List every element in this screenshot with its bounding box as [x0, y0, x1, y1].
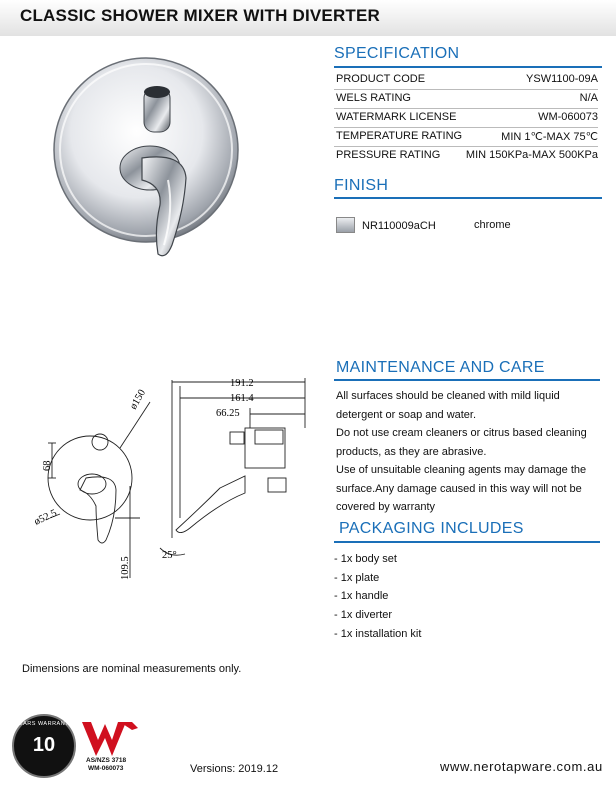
packaging-item: - 1x diverter — [334, 609, 393, 621]
warranty-badge — [12, 714, 76, 778]
version-label: Versions: 2019.12 — [190, 763, 279, 775]
spec-value: MIN 1℃-MAX 75℃ — [501, 131, 598, 143]
shower-mixer-illustration — [34, 40, 250, 270]
watermark-license: WM-060073 — [88, 765, 124, 772]
dim-161-4: 161.4 — [230, 393, 254, 404]
spec-label: WELS RATING — [336, 92, 411, 104]
dim-angle-25: 25° — [162, 550, 177, 561]
dimension-drawing — [20, 368, 320, 598]
packaging-item: - 1x plate — [334, 572, 380, 584]
page-title: CLASSIC SHOWER MIXER WITH DIVERTER — [20, 6, 381, 25]
finish-heading: FINISH — [334, 177, 389, 194]
spec-row-wels-rating — [334, 89, 598, 108]
maintenance-line: covered by warranty — [336, 501, 436, 513]
warranty-label: YEARS WARRANTY — [14, 721, 74, 727]
maintenance-line: All surfaces should be cleaned with mild liquid — [336, 390, 560, 402]
spec-row-watermark-license — [334, 108, 598, 127]
maintenance-line: Do not use cream cleaners or citrus based cleaning — [336, 427, 587, 439]
finish-code: NR110009aCH — [362, 220, 436, 232]
product-image — [34, 40, 250, 270]
technical-drawing — [20, 368, 320, 598]
watermark-logo — [80, 718, 144, 774]
finish-swatch — [336, 217, 355, 233]
packaging-heading: PACKAGING INCLUDES — [339, 520, 524, 537]
spec-label: PRESSURE RATING — [336, 149, 441, 161]
finish-name: chrome — [474, 219, 511, 231]
spec-value: MIN 150KPa-MAX 500KPa — [465, 149, 598, 161]
spec-label: WATERMARK LICENSE — [336, 111, 457, 123]
warranty-years: 10 — [32, 734, 56, 756]
maintenance-text — [336, 387, 596, 517]
spec-row-pressure-rating — [334, 146, 598, 165]
website-link[interactable]: www.nerotapware.com.au — [440, 759, 603, 774]
watermark-standard: AS/NZS 3718 — [86, 757, 127, 764]
maintenance-line: detergent or soap and water. — [336, 408, 477, 421]
packaging-rule — [334, 541, 600, 543]
maintenance-heading: MAINTENANCE AND CARE — [336, 359, 545, 376]
title-bar — [0, 0, 616, 36]
maintenance-line: Use of unsuitable cleaning agents may damage the — [336, 464, 587, 476]
watermark-w-icon — [80, 718, 144, 758]
dim-diameter-150: ø150 — [128, 387, 149, 412]
spec-label: TEMPERATURE RATING — [336, 130, 463, 142]
spec-value: N/A — [579, 92, 598, 104]
finish-rule — [334, 197, 602, 199]
packaging-item: - 1x handle — [334, 590, 389, 602]
maintenance-line: products, as they are abrasive. — [336, 445, 487, 458]
dim-191-2: 191.2 — [230, 378, 254, 389]
dim-109-5: 109.5 — [120, 556, 131, 580]
maintenance-line: surface.Any damage caused in this way will not be — [336, 482, 582, 495]
dimensions-note: Dimensions are nominal measurements only. — [22, 663, 242, 675]
dim-68: 68 — [42, 460, 53, 471]
spec-row-product-code — [334, 70, 598, 89]
specification-rule — [334, 66, 602, 68]
spec-value: YSW1100-09A — [526, 73, 598, 85]
spec-row-temperature-rating — [334, 127, 598, 146]
dim-diameter-52-5: ø52.5 — [32, 507, 59, 528]
spec-label: PRODUCT CODE — [336, 73, 426, 85]
dim-66-25: 66.25 — [216, 408, 240, 419]
packaging-item: - 1x installation kit — [334, 628, 422, 640]
maintenance-rule — [334, 379, 600, 381]
specification-heading: SPECIFICATION — [334, 45, 460, 62]
spec-value: WM-060073 — [538, 111, 598, 123]
packaging-item: - 1x body set — [334, 553, 397, 565]
